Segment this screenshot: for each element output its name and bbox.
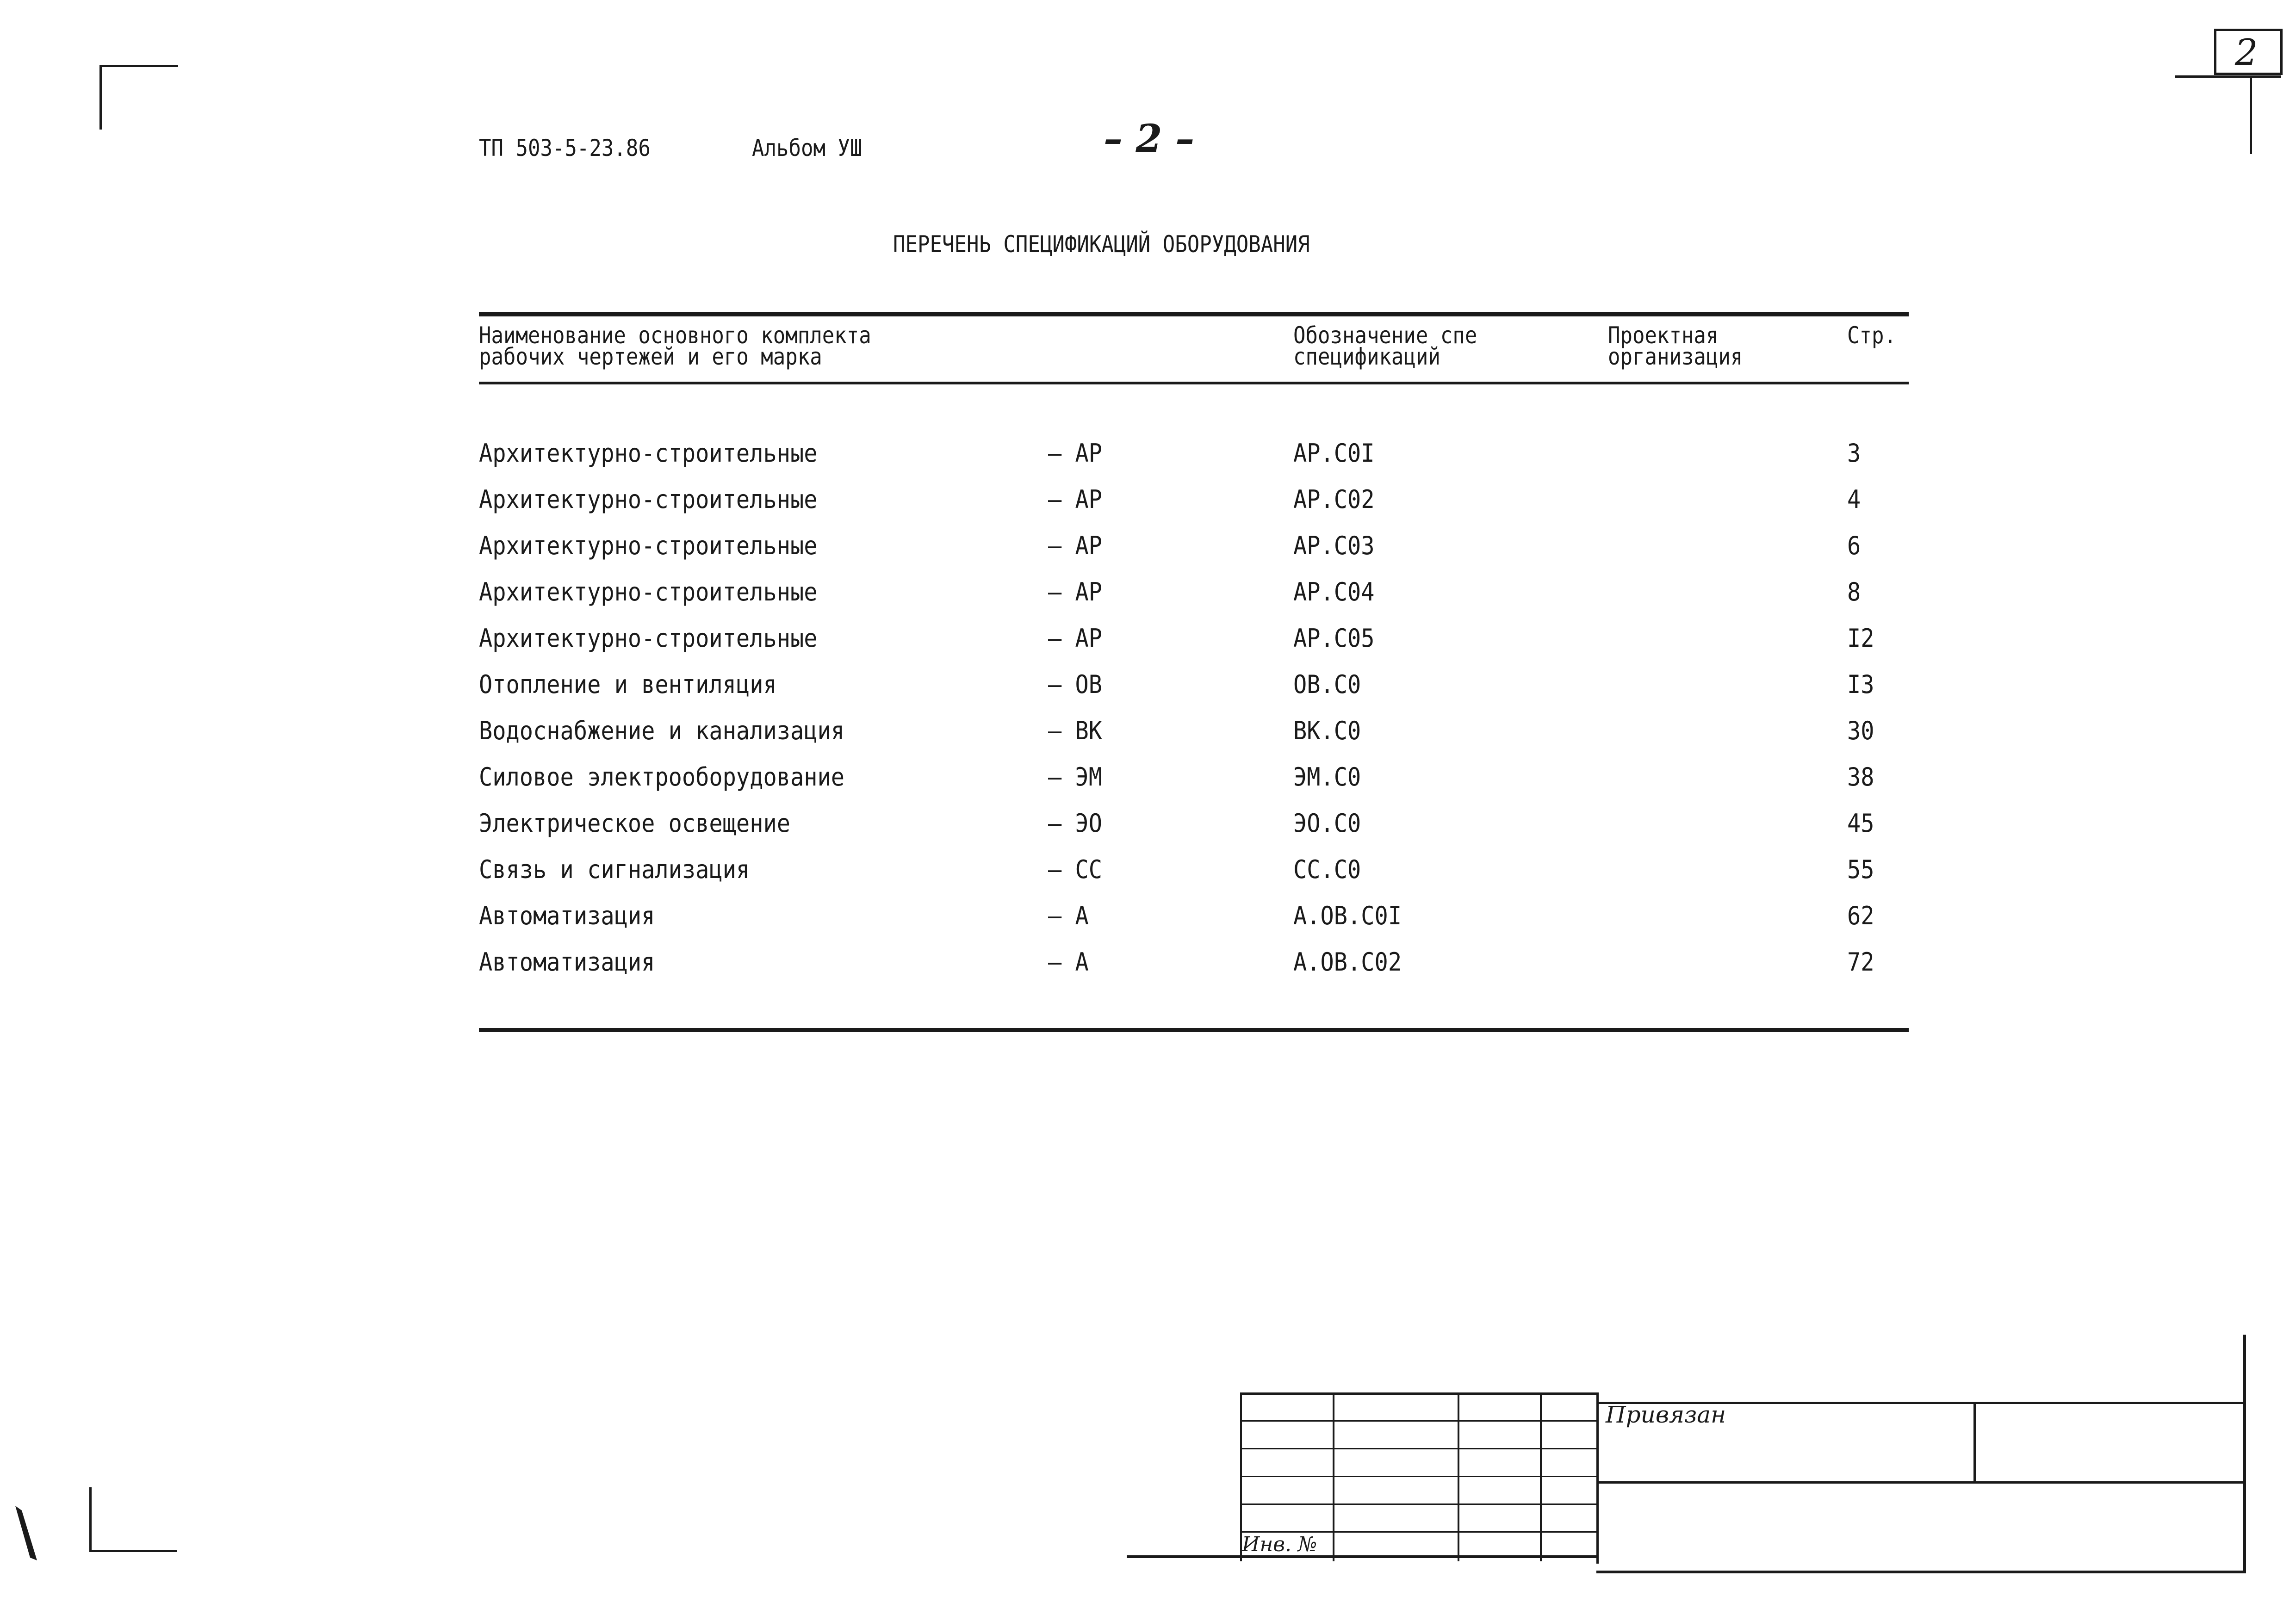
row-name: Архитектурно-строительные [479, 485, 818, 514]
corner-mark-bottom-left-h [89, 1550, 177, 1552]
row-name: Архитектурно-строительные [479, 577, 818, 606]
row-spec: СС.С0 [1293, 855, 1361, 884]
row-page: 38 [1847, 762, 1874, 792]
corner-mark-top-left-v [99, 65, 102, 130]
row-code: – А [1048, 901, 1089, 930]
row-spec: АР.С05 [1293, 624, 1375, 653]
row-name: Архитектурно-строительные [479, 439, 818, 468]
corner-mark-top-left-h [99, 65, 178, 67]
row-name: Связь и сигнализация [479, 855, 750, 884]
table-body [0, 439, 2296, 995]
column-header-page: Стр. [1847, 322, 1896, 349]
column-header-name-line1: Наименование основного комплекта [479, 322, 871, 349]
stamp-line [1596, 1571, 2246, 1573]
row-spec: АР.С04 [1293, 577, 1375, 606]
row-page: 55 [1847, 855, 1874, 884]
row-code: – А [1048, 947, 1089, 977]
row-code: – ЭО [1048, 809, 1103, 838]
bound-label: Привязан [1606, 1401, 1726, 1428]
stamp-line [1127, 1555, 1599, 1558]
row-spec: ЭМ.С0 [1293, 762, 1361, 792]
row-code: – АР [1048, 439, 1103, 468]
table-bottom-rule [479, 1028, 1909, 1032]
row-name: Электрическое освещение [479, 809, 790, 838]
row-code: – АР [1048, 485, 1103, 514]
row-spec: ЭО.С0 [1293, 809, 1361, 838]
row-spec: ОВ.С0 [1293, 670, 1361, 699]
sheet-number: 2 [2235, 32, 2258, 74]
corner-mark-bottom-left-v [89, 1487, 92, 1552]
row-code: – АР [1048, 624, 1103, 653]
table-row [0, 717, 2296, 763]
row-page: 72 [1847, 947, 1874, 977]
row-name: Архитектурно-строительные [479, 531, 818, 560]
document-code: ТП 503-5-23.86 [479, 135, 651, 161]
table-row [0, 902, 2296, 948]
stamp-line [1240, 1420, 1596, 1422]
column-header-spec-line1: Обозначение спе [1293, 322, 1477, 349]
stamp-line [1240, 1448, 1596, 1449]
table-header-rule [479, 382, 1909, 384]
page-title: ПЕРЕЧЕНЬ СПЕЦИФИКАЦИЙ ОБОРУДОВАНИЯ [893, 231, 1310, 258]
page-number: – 2 – [1104, 117, 1195, 161]
column-header-spec-line2: спецификаций [1293, 343, 1440, 370]
row-spec: АР.С03 [1293, 531, 1375, 560]
row-page: 3 [1847, 439, 1861, 468]
column-header-name-line2: рабочих чертежей и его марка [479, 343, 822, 370]
stamp-line [1240, 1503, 1596, 1505]
row-page: I3 [1847, 670, 1874, 699]
row-code: – АР [1048, 577, 1103, 606]
row-code: – ВК [1048, 716, 1103, 745]
row-code: – ЭМ [1048, 762, 1103, 792]
stamp-line [1458, 1392, 1459, 1561]
row-name: Водоснабжение и канализация [479, 716, 845, 745]
row-name: Автоматизация [479, 901, 655, 930]
table-row [0, 578, 2296, 625]
corner-mark-top-right-v [2250, 75, 2252, 154]
row-name: Отопление и вентиляция [479, 670, 777, 699]
row-spec: ВК.С0 [1293, 716, 1361, 745]
table-row [0, 671, 2296, 717]
row-code: – ОВ [1048, 670, 1103, 699]
stamp-line [1540, 1392, 1542, 1561]
corner-mark-top-right-h [2175, 75, 2281, 78]
row-code: – СС [1048, 855, 1103, 884]
row-spec: АР.С0I [1293, 439, 1375, 468]
row-name: Силовое электрооборудование [479, 762, 845, 792]
stamp-line [1596, 1481, 2244, 1484]
album-label: Альбом УШ [752, 135, 863, 161]
stamp-line [1333, 1392, 1334, 1561]
row-name: Архитектурно-строительные [479, 624, 818, 653]
row-spec: А.ОВ.С0I [1293, 901, 1402, 930]
row-page: 30 [1847, 716, 1874, 745]
stamp-line [1240, 1392, 1596, 1395]
row-page: I2 [1847, 624, 1874, 653]
table-row [0, 439, 2296, 486]
row-page: 62 [1847, 901, 1874, 930]
table-row [0, 625, 2296, 671]
stamp-line [1240, 1476, 1596, 1477]
table-row [0, 486, 2296, 532]
row-name: Автоматизация [479, 947, 655, 977]
row-page: 45 [1847, 809, 1874, 838]
stamp-line [1973, 1402, 1976, 1483]
row-spec: А.ОВ.С02 [1293, 947, 1402, 977]
row-code: – АР [1048, 531, 1103, 560]
row-page: 8 [1847, 577, 1861, 606]
table-top-rule [479, 312, 1909, 316]
corner-arrow-mark [12, 1506, 39, 1561]
stamp-line [2243, 1335, 2246, 1573]
table-row [0, 763, 2296, 810]
inventory-number-label: Инв. № [1242, 1533, 1317, 1556]
table-row [0, 856, 2296, 902]
row-page: 4 [1847, 485, 1861, 514]
row-spec: АР.С02 [1293, 485, 1375, 514]
row-page: 6 [1847, 531, 1861, 560]
table-row [0, 532, 2296, 578]
table-row [0, 948, 2296, 995]
column-header-org-line2: организация [1608, 343, 1743, 370]
column-header-org-line1: Проектная [1608, 322, 1719, 349]
table-row [0, 810, 2296, 856]
title-block-stamp [1240, 1392, 2258, 1561]
stamp-line [1596, 1392, 1599, 1564]
sheet-number-box [2214, 29, 2283, 75]
